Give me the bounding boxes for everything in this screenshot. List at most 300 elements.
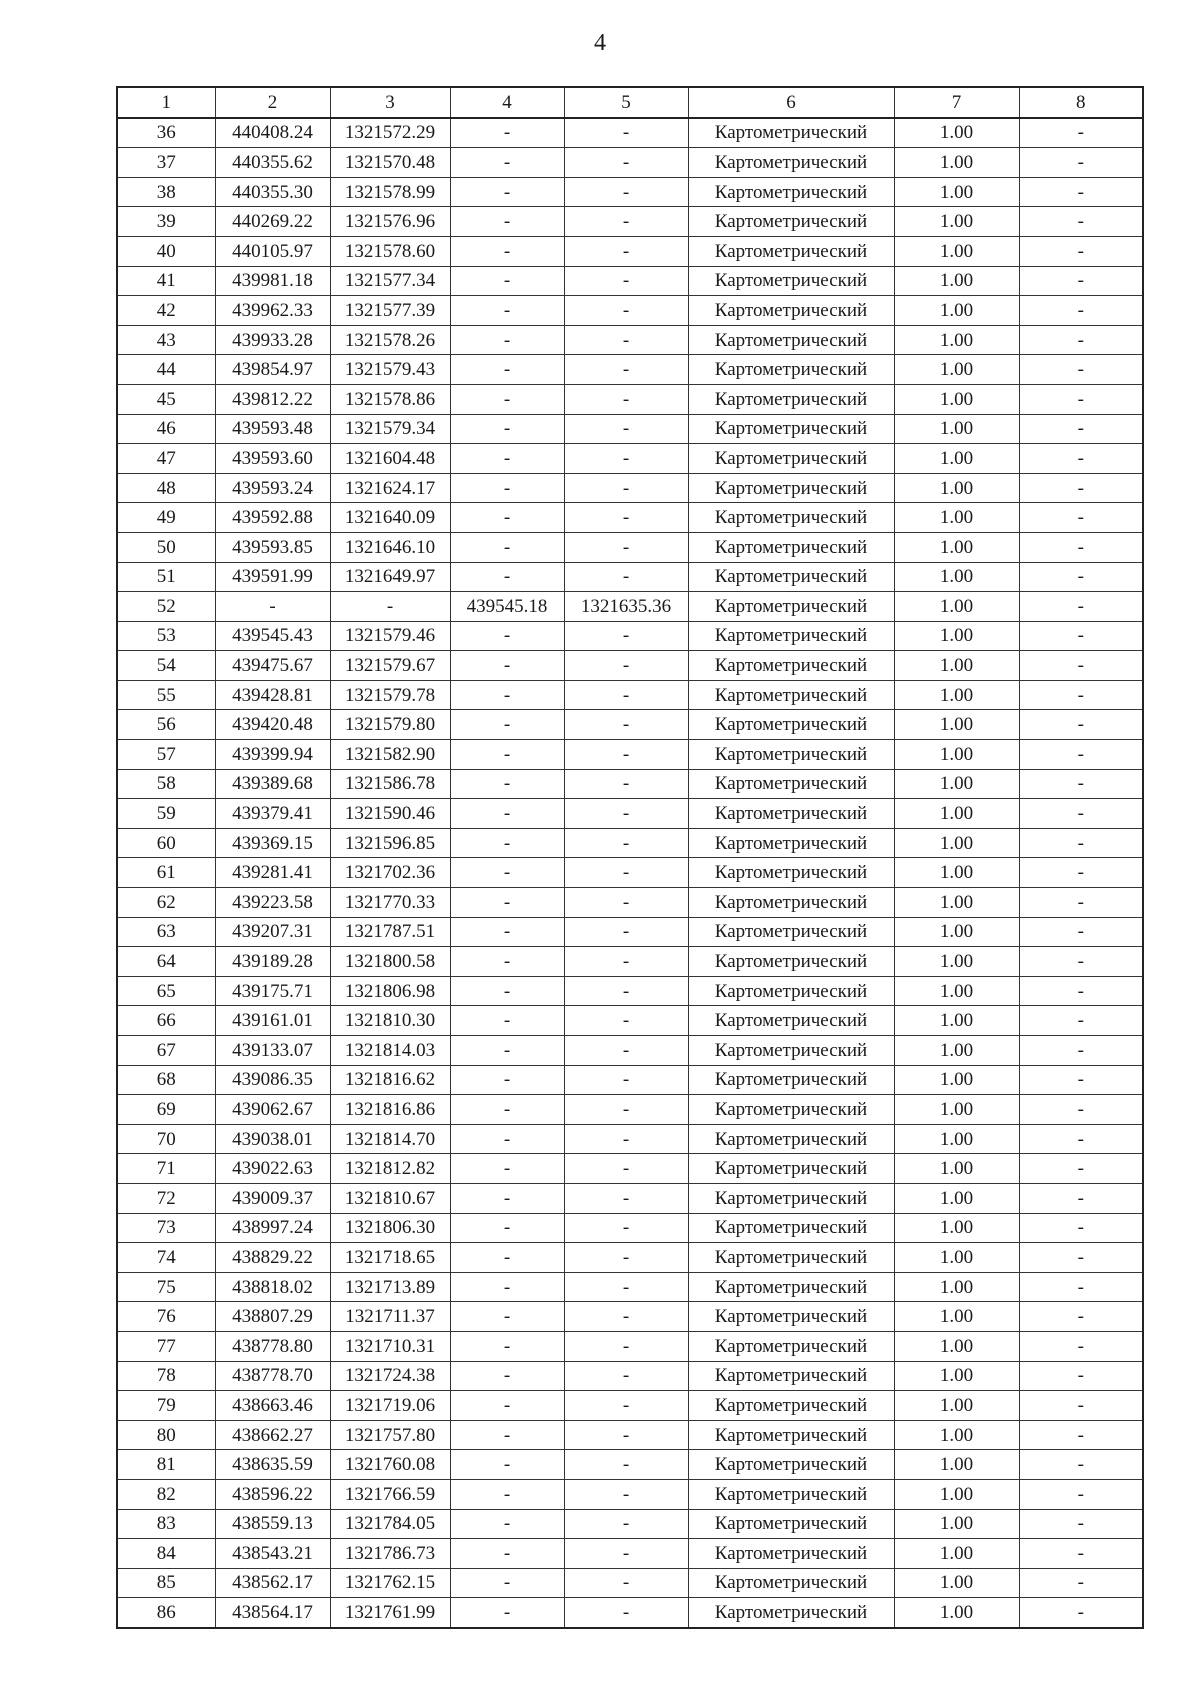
y-existing-cell: 1321719.06: [330, 1391, 450, 1421]
method-cell: Картометрический: [688, 384, 894, 414]
y-existing-cell: 1321760.08: [330, 1450, 450, 1480]
table-row: [117, 414, 1143, 444]
x-new-cell: -: [450, 828, 564, 858]
method-cell: Картометрический: [688, 680, 894, 710]
point-number-cell: 49: [117, 503, 215, 533]
description-cell: -: [1019, 1124, 1143, 1154]
table-row: [117, 917, 1143, 947]
y-existing-cell: 1321814.70: [330, 1124, 450, 1154]
table-row: [117, 1243, 1143, 1273]
x-new-cell: -: [450, 177, 564, 207]
table-row: [117, 621, 1143, 651]
x-existing-cell: 439009.37: [215, 1183, 330, 1213]
x-new-cell: -: [450, 769, 564, 799]
y-existing-cell: 1321649.97: [330, 562, 450, 592]
y-existing-cell: 1321579.80: [330, 710, 450, 740]
description-cell: -: [1019, 976, 1143, 1006]
method-cell: Картометрический: [688, 532, 894, 562]
method-cell: Картометрический: [688, 177, 894, 207]
x-new-cell: -: [450, 799, 564, 829]
table-row: [117, 680, 1143, 710]
y-existing-cell: 1321604.48: [330, 444, 450, 474]
y-new-cell: -: [564, 355, 688, 385]
x-new-cell: -: [450, 1361, 564, 1391]
y-new-cell: -: [564, 680, 688, 710]
y-existing-cell: 1321724.38: [330, 1361, 450, 1391]
table-row: [117, 1598, 1143, 1628]
x-existing-cell: -: [215, 592, 330, 622]
table-row: [117, 118, 1143, 148]
y-new-cell: -: [564, 1420, 688, 1450]
accuracy-cell: 1.00: [894, 148, 1019, 178]
column-header: 2: [215, 87, 330, 118]
description-cell: -: [1019, 710, 1143, 740]
y-new-cell: -: [564, 976, 688, 1006]
description-cell: -: [1019, 828, 1143, 858]
x-existing-cell: 438778.80: [215, 1331, 330, 1361]
method-cell: Картометрический: [688, 651, 894, 681]
y-new-cell: -: [564, 562, 688, 592]
point-number-cell: 43: [117, 325, 215, 355]
point-number-cell: 70: [117, 1124, 215, 1154]
x-existing-cell: 439591.99: [215, 562, 330, 592]
x-existing-cell: 439593.85: [215, 532, 330, 562]
x-new-cell: -: [450, 1183, 564, 1213]
page-number: 4: [594, 30, 606, 56]
x-new-cell: -: [450, 1509, 564, 1539]
y-existing-cell: 1321757.80: [330, 1420, 450, 1450]
point-number-cell: 41: [117, 266, 215, 296]
x-existing-cell: 439133.07: [215, 1036, 330, 1066]
y-existing-cell: 1321761.99: [330, 1598, 450, 1628]
x-existing-cell: 438663.46: [215, 1391, 330, 1421]
accuracy-cell: 1.00: [894, 296, 1019, 326]
table-row: [117, 651, 1143, 681]
column-header: 3: [330, 87, 450, 118]
point-number-cell: 51: [117, 562, 215, 592]
table-body: [117, 118, 1143, 1628]
accuracy-cell: 1.00: [894, 828, 1019, 858]
point-number-cell: 44: [117, 355, 215, 385]
method-cell: Картометрический: [688, 858, 894, 888]
method-cell: Картометрический: [688, 1539, 894, 1569]
x-new-cell: -: [450, 266, 564, 296]
x-existing-cell: 438564.17: [215, 1598, 330, 1628]
y-existing-cell: 1321762.15: [330, 1568, 450, 1598]
x-existing-cell: 439593.48: [215, 414, 330, 444]
description-cell: -: [1019, 444, 1143, 474]
point-number-cell: 46: [117, 414, 215, 444]
x-existing-cell: 439189.28: [215, 947, 330, 977]
x-existing-cell: 439428.81: [215, 680, 330, 710]
accuracy-cell: 1.00: [894, 1302, 1019, 1332]
description-cell: -: [1019, 532, 1143, 562]
description-cell: -: [1019, 1036, 1143, 1066]
y-existing-cell: 1321711.37: [330, 1302, 450, 1332]
accuracy-cell: 1.00: [894, 799, 1019, 829]
method-cell: Картометрический: [688, 621, 894, 651]
x-new-cell: -: [450, 1213, 564, 1243]
y-existing-cell: 1321702.36: [330, 858, 450, 888]
table-row: [117, 799, 1143, 829]
x-existing-cell: 439545.43: [215, 621, 330, 651]
method-cell: Картометрический: [688, 592, 894, 622]
point-number-cell: 72: [117, 1183, 215, 1213]
accuracy-cell: 1.00: [894, 1509, 1019, 1539]
x-new-cell: -: [450, 532, 564, 562]
table-row: [117, 1361, 1143, 1391]
y-new-cell: -: [564, 1539, 688, 1569]
y-new-cell: -: [564, 1302, 688, 1332]
y-new-cell: -: [564, 1065, 688, 1095]
description-cell: -: [1019, 236, 1143, 266]
table-row: [117, 444, 1143, 474]
y-existing-cell: 1321816.86: [330, 1095, 450, 1125]
method-cell: Картометрический: [688, 1183, 894, 1213]
y-existing-cell: 1321766.59: [330, 1479, 450, 1509]
method-cell: Картометрический: [688, 207, 894, 237]
accuracy-cell: 1.00: [894, 1479, 1019, 1509]
column-header: 1: [117, 87, 215, 118]
accuracy-cell: 1.00: [894, 1124, 1019, 1154]
header-row: [117, 87, 1143, 118]
y-existing-cell: 1321806.30: [330, 1213, 450, 1243]
accuracy-cell: 1.00: [894, 1065, 1019, 1095]
x-existing-cell: 439420.48: [215, 710, 330, 740]
y-existing-cell: 1321640.09: [330, 503, 450, 533]
x-new-cell: -: [450, 1391, 564, 1421]
x-new-cell: -: [450, 1036, 564, 1066]
y-new-cell: -: [564, 1598, 688, 1628]
y-existing-cell: 1321646.10: [330, 532, 450, 562]
description-cell: -: [1019, 414, 1143, 444]
method-cell: Картометрический: [688, 947, 894, 977]
description-cell: -: [1019, 118, 1143, 148]
x-new-cell: -: [450, 1539, 564, 1569]
table-row: [117, 769, 1143, 799]
description-cell: -: [1019, 1420, 1143, 1450]
y-new-cell: -: [564, 1183, 688, 1213]
description-cell: -: [1019, 858, 1143, 888]
y-existing-cell: 1321710.31: [330, 1331, 450, 1361]
method-cell: Картометрический: [688, 236, 894, 266]
x-existing-cell: 438818.02: [215, 1272, 330, 1302]
point-number-cell: 59: [117, 799, 215, 829]
y-new-cell: -: [564, 266, 688, 296]
point-number-cell: 73: [117, 1213, 215, 1243]
y-new-cell: -: [564, 858, 688, 888]
accuracy-cell: 1.00: [894, 1213, 1019, 1243]
table-row: [117, 1302, 1143, 1332]
table-row: [117, 1450, 1143, 1480]
method-cell: Картометрический: [688, 1420, 894, 1450]
accuracy-cell: 1.00: [894, 414, 1019, 444]
method-cell: Картометрический: [688, 1479, 894, 1509]
point-number-cell: 76: [117, 1302, 215, 1332]
x-new-cell: -: [450, 1568, 564, 1598]
table-row: [117, 384, 1143, 414]
y-existing-cell: 1321578.99: [330, 177, 450, 207]
y-new-cell: -: [564, 1272, 688, 1302]
table-row: [117, 236, 1143, 266]
y-new-cell: -: [564, 1213, 688, 1243]
y-existing-cell: 1321806.98: [330, 976, 450, 1006]
method-cell: Картометрический: [688, 503, 894, 533]
table-row: [117, 1154, 1143, 1184]
accuracy-cell: 1.00: [894, 355, 1019, 385]
accuracy-cell: 1.00: [894, 1361, 1019, 1391]
accuracy-cell: 1.00: [894, 562, 1019, 592]
table-row: [117, 1272, 1143, 1302]
table-row: [117, 325, 1143, 355]
accuracy-cell: 1.00: [894, 1272, 1019, 1302]
table-row: [117, 1539, 1143, 1569]
method-cell: Картометрический: [688, 355, 894, 385]
method-cell: Картометрический: [688, 1272, 894, 1302]
description-cell: -: [1019, 355, 1143, 385]
x-new-cell: -: [450, 1243, 564, 1273]
y-existing-cell: 1321579.46: [330, 621, 450, 651]
x-new-cell: -: [450, 1420, 564, 1450]
description-cell: -: [1019, 1154, 1143, 1184]
y-existing-cell: 1321572.29: [330, 118, 450, 148]
description-cell: -: [1019, 1006, 1143, 1036]
x-existing-cell: 439593.24: [215, 473, 330, 503]
point-number-cell: 37: [117, 148, 215, 178]
y-existing-cell: 1321578.60: [330, 236, 450, 266]
table-row: [117, 473, 1143, 503]
column-header: 6: [688, 87, 894, 118]
x-existing-cell: 439062.67: [215, 1095, 330, 1125]
method-cell: Картометрический: [688, 740, 894, 770]
description-cell: -: [1019, 148, 1143, 178]
x-existing-cell: 438543.21: [215, 1539, 330, 1569]
accuracy-cell: 1.00: [894, 740, 1019, 770]
x-new-cell: -: [450, 562, 564, 592]
x-new-cell: -: [450, 1124, 564, 1154]
point-number-cell: 38: [117, 177, 215, 207]
y-existing-cell: 1321579.34: [330, 414, 450, 444]
y-new-cell: -: [564, 532, 688, 562]
x-existing-cell: 439038.01: [215, 1124, 330, 1154]
method-cell: Картометрический: [688, 1243, 894, 1273]
x-existing-cell: 438596.22: [215, 1479, 330, 1509]
y-new-cell: -: [564, 917, 688, 947]
description-cell: -: [1019, 562, 1143, 592]
x-existing-cell: 439475.67: [215, 651, 330, 681]
point-number-cell: 78: [117, 1361, 215, 1391]
description-cell: -: [1019, 1391, 1143, 1421]
method-cell: Картометрический: [688, 1361, 894, 1391]
table-row: [117, 710, 1143, 740]
description-cell: -: [1019, 740, 1143, 770]
y-existing-cell: 1321579.67: [330, 651, 450, 681]
description-cell: -: [1019, 207, 1143, 237]
y-existing-cell: 1321713.89: [330, 1272, 450, 1302]
accuracy-cell: 1.00: [894, 1183, 1019, 1213]
coordinates-table: [116, 86, 1144, 1629]
description-cell: -: [1019, 325, 1143, 355]
x-new-cell: -: [450, 296, 564, 326]
point-number-cell: 67: [117, 1036, 215, 1066]
table-row: [117, 1568, 1143, 1598]
accuracy-cell: 1.00: [894, 1420, 1019, 1450]
x-existing-cell: 439389.68: [215, 769, 330, 799]
method-cell: Картометрический: [688, 1006, 894, 1036]
point-number-cell: 54: [117, 651, 215, 681]
x-new-cell: -: [450, 414, 564, 444]
accuracy-cell: 1.00: [894, 1036, 1019, 1066]
y-existing-cell: 1321810.30: [330, 1006, 450, 1036]
description-cell: -: [1019, 1450, 1143, 1480]
x-existing-cell: 439399.94: [215, 740, 330, 770]
table-row: [117, 1065, 1143, 1095]
y-existing-cell: 1321570.48: [330, 148, 450, 178]
y-existing-cell: 1321814.03: [330, 1036, 450, 1066]
table-row: [117, 1006, 1143, 1036]
y-new-cell: -: [564, 148, 688, 178]
y-new-cell: -: [564, 947, 688, 977]
table-row: [117, 1095, 1143, 1125]
point-number-cell: 52: [117, 592, 215, 622]
table-row: [117, 1331, 1143, 1361]
description-cell: -: [1019, 1568, 1143, 1598]
y-existing-cell: 1321812.82: [330, 1154, 450, 1184]
accuracy-cell: 1.00: [894, 917, 1019, 947]
x-new-cell: -: [450, 503, 564, 533]
y-new-cell: -: [564, 1361, 688, 1391]
y-existing-cell: 1321624.17: [330, 473, 450, 503]
x-existing-cell: 439592.88: [215, 503, 330, 533]
x-new-cell: -: [450, 621, 564, 651]
x-existing-cell: 438829.22: [215, 1243, 330, 1273]
x-new-cell: -: [450, 740, 564, 770]
description-cell: -: [1019, 1095, 1143, 1125]
point-number-cell: 56: [117, 710, 215, 740]
x-existing-cell: 438559.13: [215, 1509, 330, 1539]
method-cell: Картометрический: [688, 1154, 894, 1184]
x-new-cell: -: [450, 651, 564, 681]
point-number-cell: 81: [117, 1450, 215, 1480]
point-number-cell: 68: [117, 1065, 215, 1095]
y-existing-cell: 1321718.65: [330, 1243, 450, 1273]
table-row: [117, 1036, 1143, 1066]
y-existing-cell: 1321579.78: [330, 680, 450, 710]
x-existing-cell: 439854.97: [215, 355, 330, 385]
method-cell: Картометрический: [688, 1302, 894, 1332]
description-cell: -: [1019, 1539, 1143, 1569]
y-new-cell: -: [564, 118, 688, 148]
table-row: [117, 266, 1143, 296]
y-new-cell: -: [564, 503, 688, 533]
x-existing-cell: 439281.41: [215, 858, 330, 888]
accuracy-cell: 1.00: [894, 1095, 1019, 1125]
table-row: [117, 148, 1143, 178]
x-existing-cell: 438635.59: [215, 1450, 330, 1480]
description-cell: -: [1019, 680, 1143, 710]
y-new-cell: -: [564, 236, 688, 266]
table-row: [117, 828, 1143, 858]
point-number-cell: 60: [117, 828, 215, 858]
table-row: [117, 976, 1143, 1006]
method-cell: Картометрический: [688, 414, 894, 444]
accuracy-cell: 1.00: [894, 473, 1019, 503]
table-row: [117, 177, 1143, 207]
y-new-cell: 1321635.36: [564, 592, 688, 622]
description-cell: -: [1019, 1272, 1143, 1302]
accuracy-cell: 1.00: [894, 236, 1019, 266]
method-cell: Картометрический: [688, 1509, 894, 1539]
point-number-cell: 48: [117, 473, 215, 503]
accuracy-cell: 1.00: [894, 651, 1019, 681]
description-cell: -: [1019, 266, 1143, 296]
y-new-cell: -: [564, 1243, 688, 1273]
column-header: 8: [1019, 87, 1143, 118]
method-cell: Картометрический: [688, 1568, 894, 1598]
table-row: [117, 1479, 1143, 1509]
method-cell: Картометрический: [688, 473, 894, 503]
y-new-cell: -: [564, 799, 688, 829]
x-new-cell: -: [450, 325, 564, 355]
y-existing-cell: 1321596.85: [330, 828, 450, 858]
y-existing-cell: 1321786.73: [330, 1539, 450, 1569]
method-cell: Картометрический: [688, 1391, 894, 1421]
method-cell: Картометрический: [688, 1095, 894, 1125]
point-number-cell: 86: [117, 1598, 215, 1628]
point-number-cell: 62: [117, 888, 215, 918]
x-new-cell: -: [450, 1154, 564, 1184]
x-existing-cell: 439175.71: [215, 976, 330, 1006]
point-number-cell: 77: [117, 1331, 215, 1361]
x-existing-cell: 438562.17: [215, 1568, 330, 1598]
x-existing-cell: 439933.28: [215, 325, 330, 355]
x-existing-cell: 439379.41: [215, 799, 330, 829]
accuracy-cell: 1.00: [894, 976, 1019, 1006]
method-cell: Картометрический: [688, 1065, 894, 1095]
y-existing-cell: 1321816.62: [330, 1065, 450, 1095]
x-new-cell: -: [450, 1006, 564, 1036]
y-new-cell: -: [564, 1154, 688, 1184]
point-number-cell: 55: [117, 680, 215, 710]
accuracy-cell: 1.00: [894, 444, 1019, 474]
method-cell: Картометрический: [688, 710, 894, 740]
y-existing-cell: 1321770.33: [330, 888, 450, 918]
x-existing-cell: 440269.22: [215, 207, 330, 237]
x-existing-cell: 439022.63: [215, 1154, 330, 1184]
x-existing-cell: 438662.27: [215, 1420, 330, 1450]
method-cell: Картометрический: [688, 976, 894, 1006]
table-row: [117, 947, 1143, 977]
y-existing-cell: 1321578.26: [330, 325, 450, 355]
y-existing-cell: 1321800.58: [330, 947, 450, 977]
accuracy-cell: 1.00: [894, 503, 1019, 533]
accuracy-cell: 1.00: [894, 1006, 1019, 1036]
x-new-cell: -: [450, 1302, 564, 1332]
point-number-cell: 82: [117, 1479, 215, 1509]
method-cell: Картометрический: [688, 562, 894, 592]
point-number-cell: 64: [117, 947, 215, 977]
description-cell: -: [1019, 1065, 1143, 1095]
x-new-cell: -: [450, 680, 564, 710]
point-number-cell: 53: [117, 621, 215, 651]
y-new-cell: -: [564, 473, 688, 503]
y-existing-cell: 1321577.39: [330, 296, 450, 326]
description-cell: -: [1019, 947, 1143, 977]
accuracy-cell: 1.00: [894, 1391, 1019, 1421]
point-number-cell: 66: [117, 1006, 215, 1036]
description-cell: -: [1019, 1479, 1143, 1509]
x-new-cell: -: [450, 148, 564, 178]
